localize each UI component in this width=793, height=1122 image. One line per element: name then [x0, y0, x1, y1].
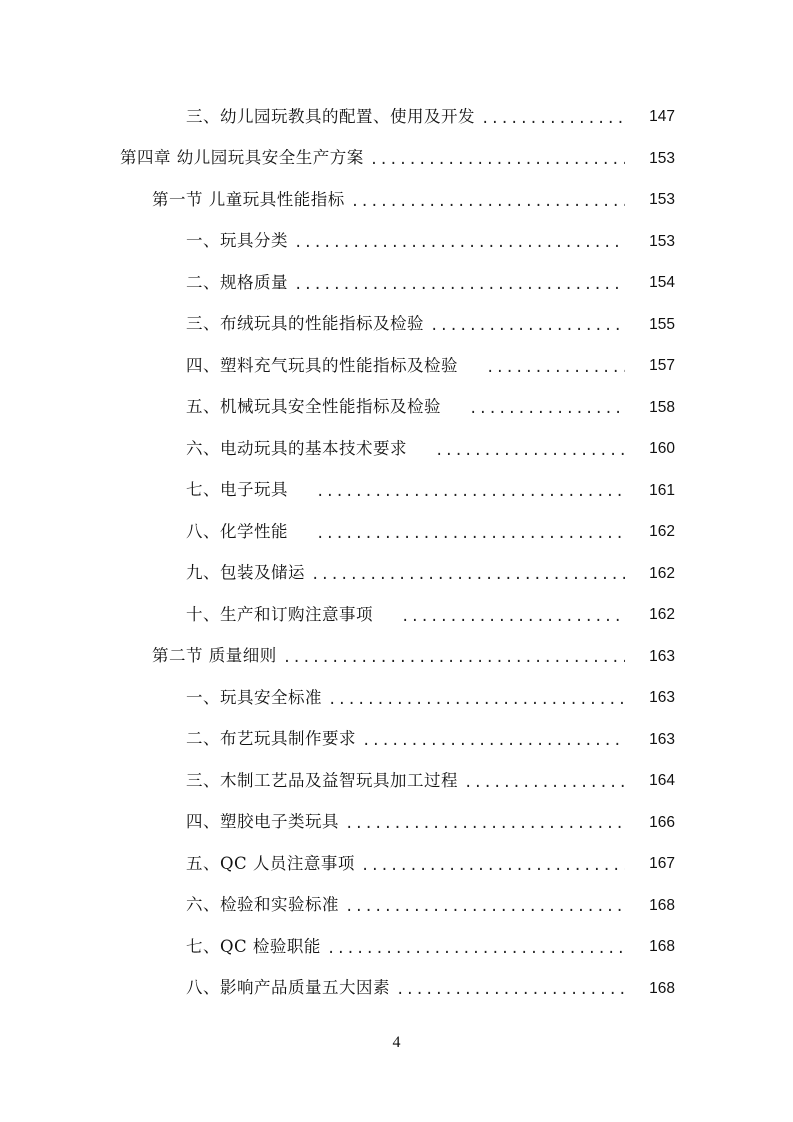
toc-entry-page: 168: [649, 979, 675, 997]
toc-entry-page: 167: [649, 855, 675, 872]
toc-dot-leader: [464, 776, 625, 790]
toc-entry-title: 六、电动玩具的基本技术要求: [186, 438, 407, 458]
toc-entry-page: 162: [649, 606, 675, 623]
toc-entry[interactable]: [0, 221, 793, 263]
toc-entry[interactable]: [0, 511, 793, 553]
toc-entry[interactable]: [0, 802, 793, 844]
toc-entry[interactable]: [0, 553, 793, 595]
toc-entry-title: 三、布绒玩具的性能指标及检验: [186, 314, 424, 333]
toc-dot-leader: [370, 153, 625, 167]
toc-dot-leader: [294, 236, 625, 250]
page-number: 4: [392, 1034, 401, 1051]
toc-dot-leader: [311, 568, 625, 582]
toc-dot-leader: [316, 485, 625, 499]
toc-dot-leader: [294, 278, 625, 292]
toc-entry[interactable]: [0, 96, 793, 138]
toc-entry[interactable]: [0, 843, 793, 885]
toc-entry-title: 六、检验和实验标准: [186, 895, 339, 914]
toc-dot-leader: [283, 651, 625, 665]
toc-entry-title: 二、布艺玩具制作要求: [186, 729, 356, 748]
toc-entry-page: 166: [649, 813, 675, 831]
toc-entry-page: 168: [649, 938, 675, 955]
toc-entry-page: 162: [649, 523, 675, 540]
toc-entry-title: 第二节 质量细则: [152, 646, 277, 665]
toc-entry-page: 161: [649, 481, 675, 499]
toc-entry[interactable]: [0, 760, 793, 802]
toc-entry-title: 第一节 儿童玩具性能指标: [152, 189, 345, 209]
toc-dot-leader: [361, 859, 625, 873]
toc-entry[interactable]: [0, 428, 793, 470]
toc-entry[interactable]: [0, 926, 793, 968]
toc-entry-page: 155: [649, 315, 675, 333]
toc-entry-title: 二、规格质量: [186, 272, 288, 292]
toc-entry[interactable]: [0, 345, 793, 387]
toc-entry-page: 162: [649, 564, 675, 582]
toc-entry-page: 153: [649, 191, 675, 208]
toc-entry[interactable]: [0, 677, 793, 719]
toc-entry-page: 163: [649, 730, 675, 748]
toc-entry-page: 157: [649, 357, 675, 374]
toc-dot-leader: [345, 900, 625, 914]
toc-entry[interactable]: [0, 719, 793, 761]
toc-entry[interactable]: [0, 262, 793, 304]
toc-entry-title: 十、生产和订购注意事项: [186, 604, 373, 624]
toc-dot-leader: [328, 693, 625, 707]
toc-entry-page: 158: [649, 398, 675, 416]
toc-dot-leader: [327, 942, 625, 956]
toc-entry-page: 163: [649, 647, 675, 665]
toc-entry-title: 七、QC 检验职能: [186, 936, 321, 956]
toc-dot-leader: [486, 361, 625, 375]
toc-entry[interactable]: [0, 470, 793, 512]
toc-dot-leader: [481, 112, 625, 126]
toc-entry-page: 160: [649, 440, 675, 457]
toc-entry[interactable]: [0, 304, 793, 346]
toc-entry-title: 三、幼儿园玩教具的配置、使用及开发: [186, 106, 475, 126]
toc-entry-title: 三、木制工艺品及益智玩具加工过程: [186, 770, 458, 790]
toc-dot-leader: [401, 610, 625, 624]
toc-entry[interactable]: [0, 636, 793, 678]
toc-entry[interactable]: [0, 594, 793, 636]
toc-entry-page: 147: [649, 108, 675, 125]
toc-entry-title: 一、玩具分类: [186, 231, 288, 250]
toc-entry[interactable]: [0, 179, 793, 221]
toc-entry[interactable]: [0, 968, 793, 1010]
toc-dot-leader: [351, 195, 625, 209]
table-of-contents: [0, 96, 793, 1009]
toc-entry-title: 五、机械玩具安全性能指标及检验: [186, 397, 441, 416]
toc-dot-leader: [396, 983, 625, 997]
toc-entry-page: 164: [649, 772, 675, 789]
toc-entry-title: 四、塑胶电子类玩具: [186, 812, 339, 831]
toc-entry[interactable]: [0, 885, 793, 927]
toc-dot-leader: [362, 734, 625, 748]
toc-entry-title: 一、玩具安全标准: [186, 687, 322, 707]
toc-dot-leader: [316, 527, 625, 541]
toc-entry-title: 五、QC 人员注意事项: [186, 853, 355, 873]
toc-entry-page: 168: [649, 896, 675, 914]
toc-entry-title: 八、化学性能: [186, 521, 288, 541]
toc-entry-page: 153: [649, 232, 675, 250]
toc-entry-title: 七、电子玩具: [186, 480, 288, 499]
toc-entry-page: 163: [649, 689, 675, 706]
toc-entry-title: 第四章 幼儿园玩具安全生产方案: [120, 148, 364, 167]
toc-dot-leader: [345, 817, 625, 831]
toc-entry-page: 153: [649, 149, 675, 167]
toc-dot-leader: [430, 319, 625, 333]
toc-dot-leader: [435, 444, 625, 458]
toc-entry-page: 154: [649, 274, 675, 291]
toc-entry[interactable]: [0, 138, 793, 180]
toc-entry-title: 四、塑料充气玩具的性能指标及检验: [186, 355, 458, 375]
toc-entry-title: 九、包装及储运: [186, 563, 305, 582]
toc-entry[interactable]: [0, 387, 793, 429]
toc-entry-title: 八、影响产品质量五大因素: [186, 978, 390, 997]
toc-dot-leader: [469, 402, 625, 416]
